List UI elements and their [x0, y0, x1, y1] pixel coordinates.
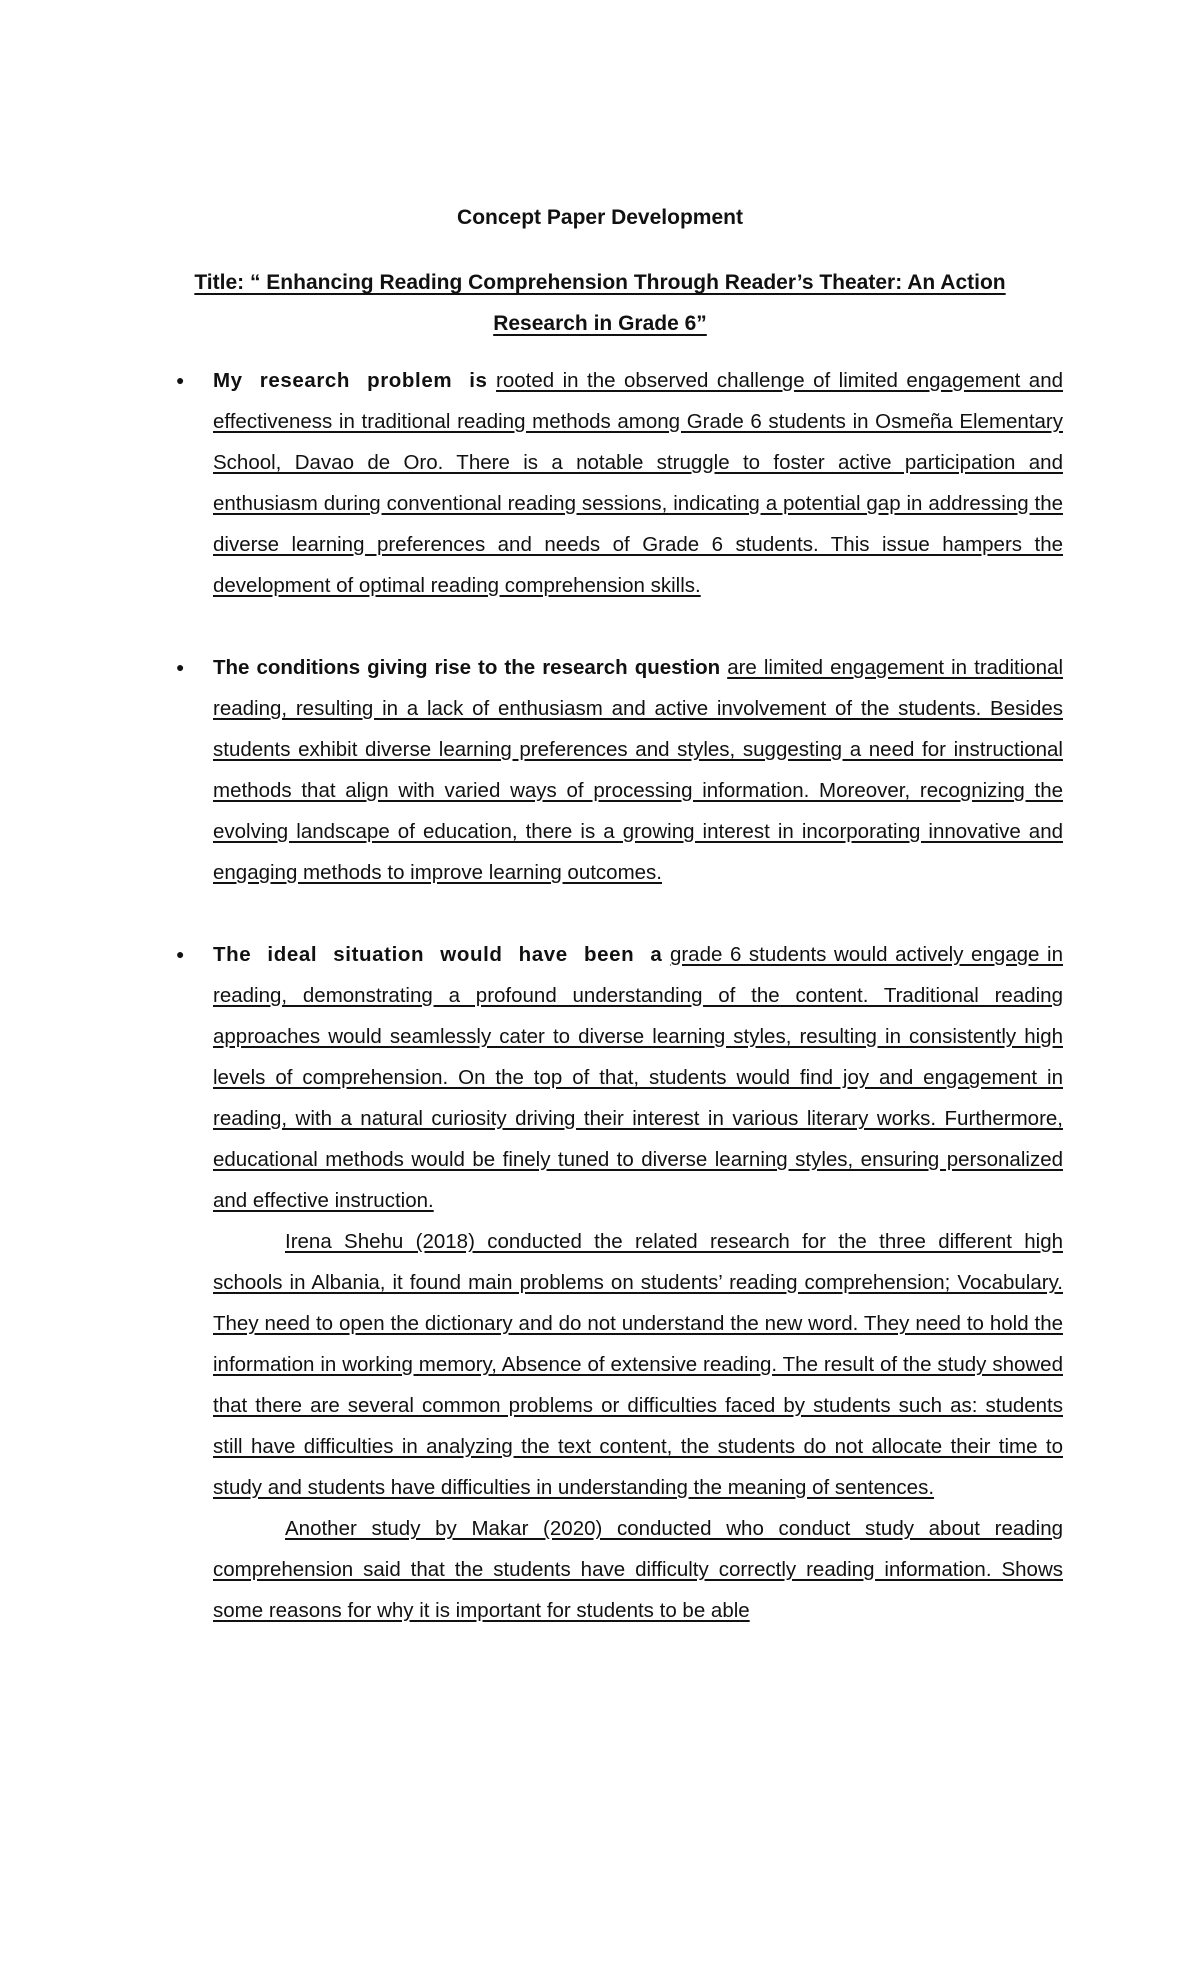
bullet-dot-icon: ●: [176, 372, 185, 388]
bullet-text: are limited engagement in traditional reading, resulting in a lack of enthusiasm and active involvement of the students. Besides students exhibit diverse learning preferences and styles, suggesting a need for instructional methods that align with varied ways of processing information. Moreover, recognizing the evolving landscape of education, there is a growing interest in incorporating innovative and engaging methods to improve learning outcomes.: [213, 656, 1064, 884]
bullet-dot-icon: ●: [176, 659, 185, 675]
bullet-research-problem: [176, 360, 1064, 606]
bullet-text: rooted in the observed challenge of limited engagement and effectiveness in traditional reading methods among Grade 6 students in Osmeña Elementary School, Davao de Oro. There is a notable struggle to foster active participation and enthusiasm during conventional reading sessions, indicating a potential gap in addressing the diverse learning preferences and needs of Grade 6 students. This issue hampers the development of optimal reading comprehension skills.: [213, 369, 1064, 597]
bullet-ideal-situation: [176, 934, 1063, 1221]
paragraph-text: Irena Shehu (2018) conducted the related research for the three different high schools in Albania, it found main problems on students’ reading comprehension; Vocabulary. They need to open the dictionary and do not understand the new word. They need to hold the information in working memory, Absence of extensive reading. The result of the study showed that there are several common problems or difficulties faced by students such as: students still have difficulties in analyzing the text content, the students do not allocate their time to study and students have difficulties in understanding the meaning of sentences.: [213, 1230, 1063, 1499]
bullet-lead: My research problem is: [213, 369, 488, 392]
bullet-dot-icon: ●: [176, 946, 185, 962]
paragraph-makar: [213, 1508, 1063, 1631]
document-body: [176, 360, 1064, 1631]
paragraph-text: Another study by Makar (2020) conducted who conduct study about reading comprehension said that the students have difficulty correctly reading information. Shows some reasons for why it is important for students to be able: [213, 1517, 1063, 1622]
paragraph-shehu: [213, 1221, 1063, 1508]
bullet-lead: The conditions giving rise to the research question: [213, 656, 721, 679]
bullet-text: grade 6 students would actively engage in reading, demonstrating a profound understanding of the content. Traditional reading approaches would seamlessly cater to diverse learning styles, resulting in consistently high levels of comprehension. On the top of that, students would find joy and engagement in reading, with a natural curiosity driving their interest in various literary works. Furthermore, educational methods would be finely tuned to diverse learning styles, ensuring personalized and effective instruction.: [213, 943, 1063, 1212]
document-heading: Concept Paper Development: [457, 206, 743, 229]
paper-title: Title: “ Enhancing Reading Comprehension Through Reader’s Theater: An Action Research in Grade 6”: [194, 271, 1006, 335]
bullet-conditions: [176, 647, 1064, 893]
bullet-lead: The ideal situation would have been a: [213, 943, 663, 966]
